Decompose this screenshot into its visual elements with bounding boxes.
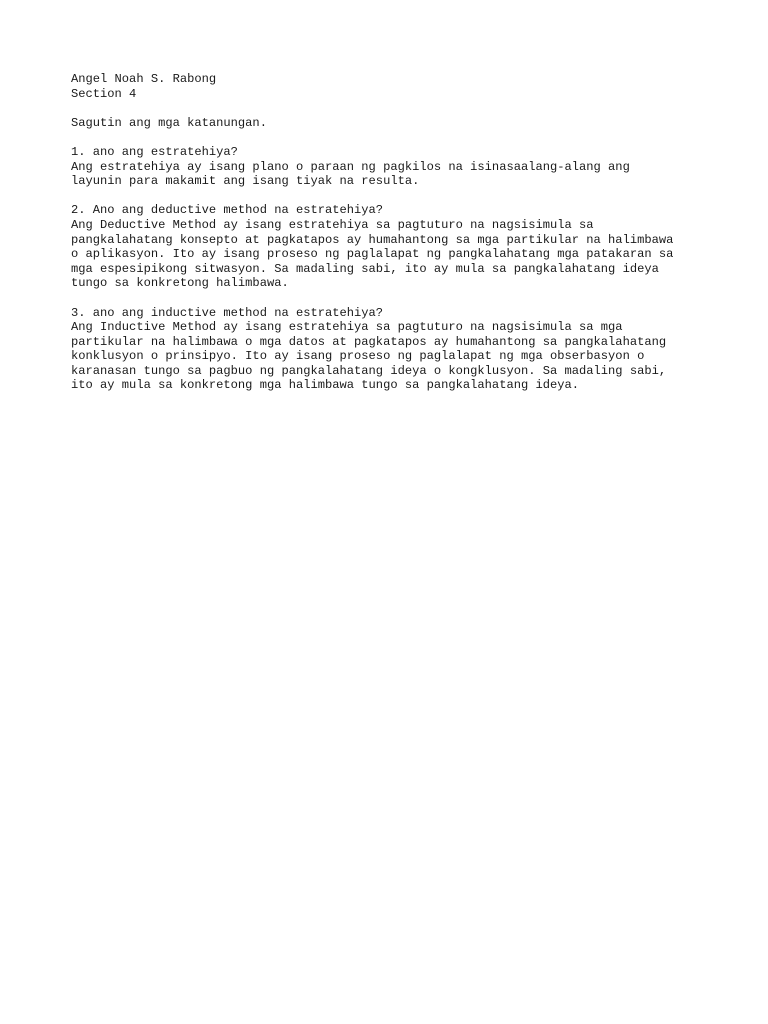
answer-line: Ang Deductive Method ay isang estratehiya sa pagtuturo na nagsisimula sa	[71, 217, 594, 232]
blank-line	[71, 189, 711, 204]
answer-line: tungo sa konkretong halimbawa.	[71, 276, 289, 291]
author-name: Angel Noah S. Rabong	[71, 72, 217, 86]
answer-line: partikular na halimbawa o mga datos at pagkatapos ay humahantong sa pangkalahatang	[71, 334, 667, 349]
answer-line: ito ay mula sa konkretong mga halimbawa tungo sa pangkalahatang ideya.	[71, 378, 580, 393]
answer-line: karanasan tungo sa pagbuo ng pangkalahatang ideya o kongklusyon. Sa madaling sabi,	[71, 363, 667, 378]
blank-line	[71, 101, 711, 116]
answer-line: pangkalahatang konsepto at pagkatapos ay humahantong sa mga partikular na halimbawa	[71, 232, 674, 247]
answer-line: mga espesipikong sitwasyon. Sa madaling sabi, ito ay mula sa pangkalahatang ideya	[71, 261, 659, 276]
question-block-3	[71, 306, 711, 394]
question-heading: 1. ano ang estratehiya?	[71, 144, 238, 159]
blank-line	[71, 130, 711, 145]
answer-line: layunin para makamit ang isang tiyak na resulta.	[71, 174, 420, 189]
answer-line: Ang Inductive Method ay isang estratehiya sa pagtuturo na nagsisimula sa mga	[71, 320, 623, 335]
answer-line: konklusyon o prinsipyo. Ito ay isang proseso ng paglalapat ng mga obserbasyon o	[71, 349, 645, 364]
document-body	[71, 72, 711, 393]
question-block-1	[71, 145, 711, 189]
question-heading: 2. Ano ang deductive method na estratehiya?	[71, 203, 384, 218]
answer-line: o aplikasyon. Ito ay isang proseso ng paglalapat ng pangkalahatang mga patakaran sa	[71, 247, 674, 262]
instruction-text: Sagutin ang mga katanungan.	[71, 115, 267, 130]
question-block-2	[71, 203, 711, 291]
section-label: Section 4	[71, 86, 137, 101]
blank-line	[71, 291, 711, 306]
answer-line: Ang estratehiya ay isang plano o paraan ng pagkilos na isinasaalang-alang ang	[71, 159, 630, 174]
question-heading: 3. ano ang inductive method na estratehiya?	[71, 305, 384, 320]
